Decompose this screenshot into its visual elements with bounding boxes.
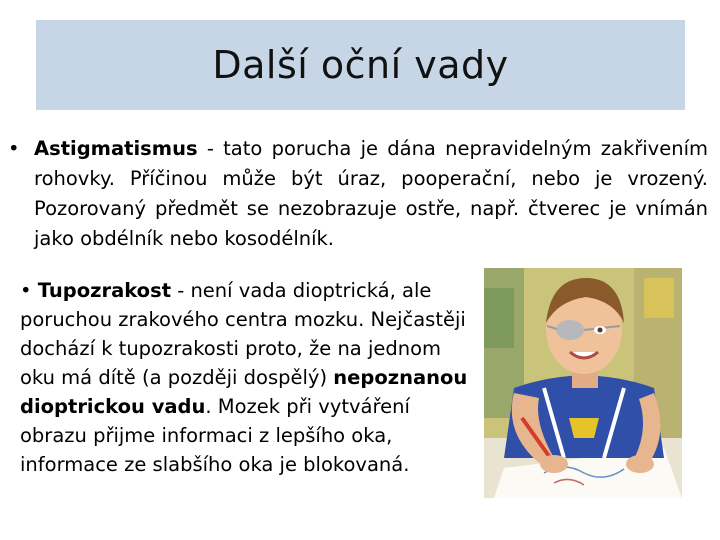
photo-illustration: [484, 268, 682, 498]
astigmatism-term: Astigmatismus: [34, 137, 198, 160]
amblyopia-paragraph: [20, 276, 482, 479]
title-banner: [36, 20, 685, 110]
bullet-icon: •: [20, 279, 32, 302]
astigmatism-text: - tato porucha je dána nepravidelným zakřivením rohovky. Příčinou může být úraz, pooperační, nebo je vrozený. Pozorovaný předmět se nezobrazuje ostře, např. čtverec je vnímán jako obdélník nebo kosodélník.: [34, 137, 708, 250]
bullet-icon: •: [8, 137, 20, 160]
boy-with-eye-patch-photo: [484, 268, 682, 498]
amblyopia-text-a: - není vada dioptrická, ale poruchou zrakového centra mozku. Nejčastěji dochází k tupozrakosti proto, že na jednom oku má dítě (a později dospělý): [20, 279, 466, 389]
amblyopia-emphasis: nepoznanou dioptrickou vadu: [20, 366, 468, 418]
amblyopia-text-b: . Mozek při vytváření obrazu přijme informaci z lepšího oka, informace ze slabšího oka je blokovaná.: [20, 395, 410, 476]
amblyopia-term: Tupozrakost: [37, 279, 172, 302]
astigmatism-paragraph: [8, 134, 708, 254]
slide-title: Další oční vady: [212, 43, 509, 87]
